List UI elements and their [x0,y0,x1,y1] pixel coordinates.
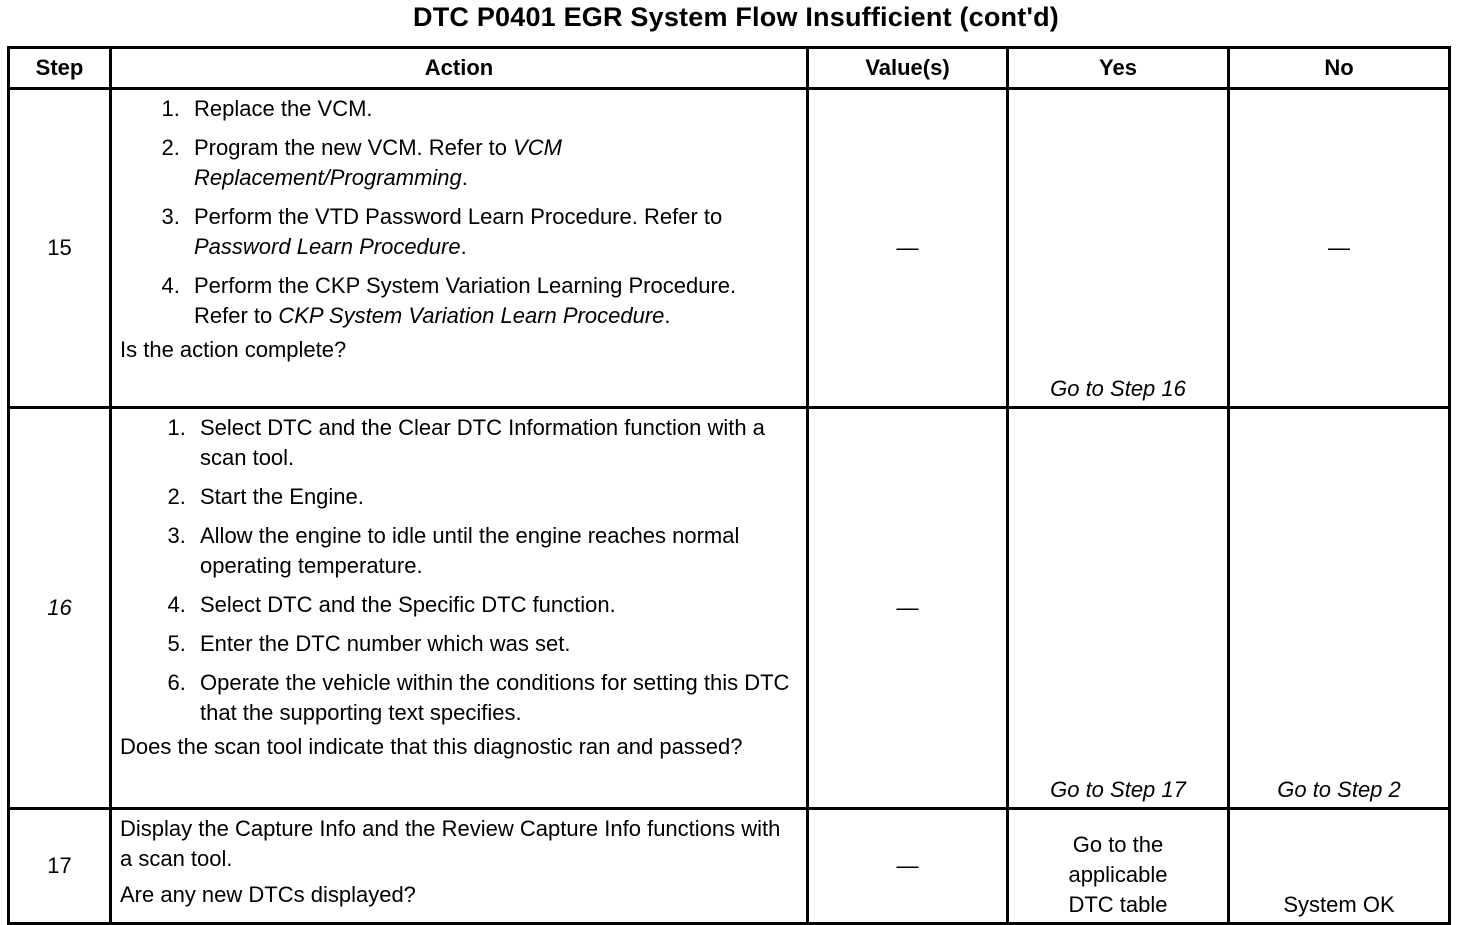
table-row-step-16 [9,408,1450,809]
step-number: 17 [9,809,111,924]
list-item [186,202,796,262]
action-text: Replace the VCM. [194,96,373,121]
action-cell [111,89,808,408]
header-no: No [1229,48,1450,89]
action-cell [111,408,808,809]
header-action: Action [111,48,808,89]
yes-cell: Go to the applicable DTC table [1008,809,1229,924]
header-values: Value(s) [808,48,1008,89]
reference-link: CKP System Variation Learn Procedure [278,303,665,328]
list-item: 4. Select DTC and the Specific DTC function. [192,590,796,620]
value-cell: — [808,809,1008,924]
action-text: Program the new VCM. Refer to [194,135,514,160]
diagnostic-table [7,46,1451,925]
list-item: 6. Operate the vehicle within the conditions for setting this DTC that the supporting text specifies. [192,668,796,728]
value-cell: — [808,89,1008,408]
action-text: Perform the VTD Password Learn Procedure. Refer to [194,204,723,229]
list-item [186,94,796,124]
action-question: Are any new DTCs displayed? [120,882,416,907]
step-number: 15 [9,89,111,408]
action-list [120,94,796,331]
list-item: 5. Enter the DTC number which was set. [192,629,796,659]
action-question: Does the scan tool indicate that this diagnostic ran and passed? [120,734,743,759]
list-item [186,271,796,331]
action-text-end: . [460,234,467,259]
action-question: Is the action complete? [120,337,347,362]
reference-link: VCM Replacement/Programming [194,135,563,190]
no-cell: Go to Step 2 [1229,408,1450,809]
action-text-end: . [664,303,671,328]
yes-cell: Go to Step 16 [1008,89,1229,408]
page-title: DTC P0401 EGR System Flow Insufficient (cont'd) [413,2,1059,32]
header-step: Step [9,48,111,89]
reference-link: Password Learn Procedure [194,234,461,259]
action-text-end: . [461,165,468,190]
action-text: Display the Capture Info and the Review Capture Info functions with a scan tool. [120,816,781,871]
no-cell: System OK [1229,809,1450,924]
header-yes: Yes [1008,48,1229,89]
list-item: 2. Start the Engine. [192,482,796,512]
yes-cell: Go to Step 17 [1008,408,1229,809]
action-list [120,413,796,728]
list-item: 1. Select DTC and the Clear DTC Information function with a scan tool. [192,413,796,473]
step-number: 16 [9,408,111,809]
list-item [186,133,796,193]
table-row-step-15 [9,89,1450,408]
header-row [9,48,1450,89]
no-cell: — [1229,89,1450,408]
table-row-step-17 [9,809,1450,924]
list-item: 3. Allow the engine to idle until the engine reaches normal operating temperature. [192,521,796,581]
action-cell [111,809,808,924]
value-cell: — [808,408,1008,809]
action-text: Perform the CKP System Variation Learning Procedure. Refer to [194,273,737,328]
